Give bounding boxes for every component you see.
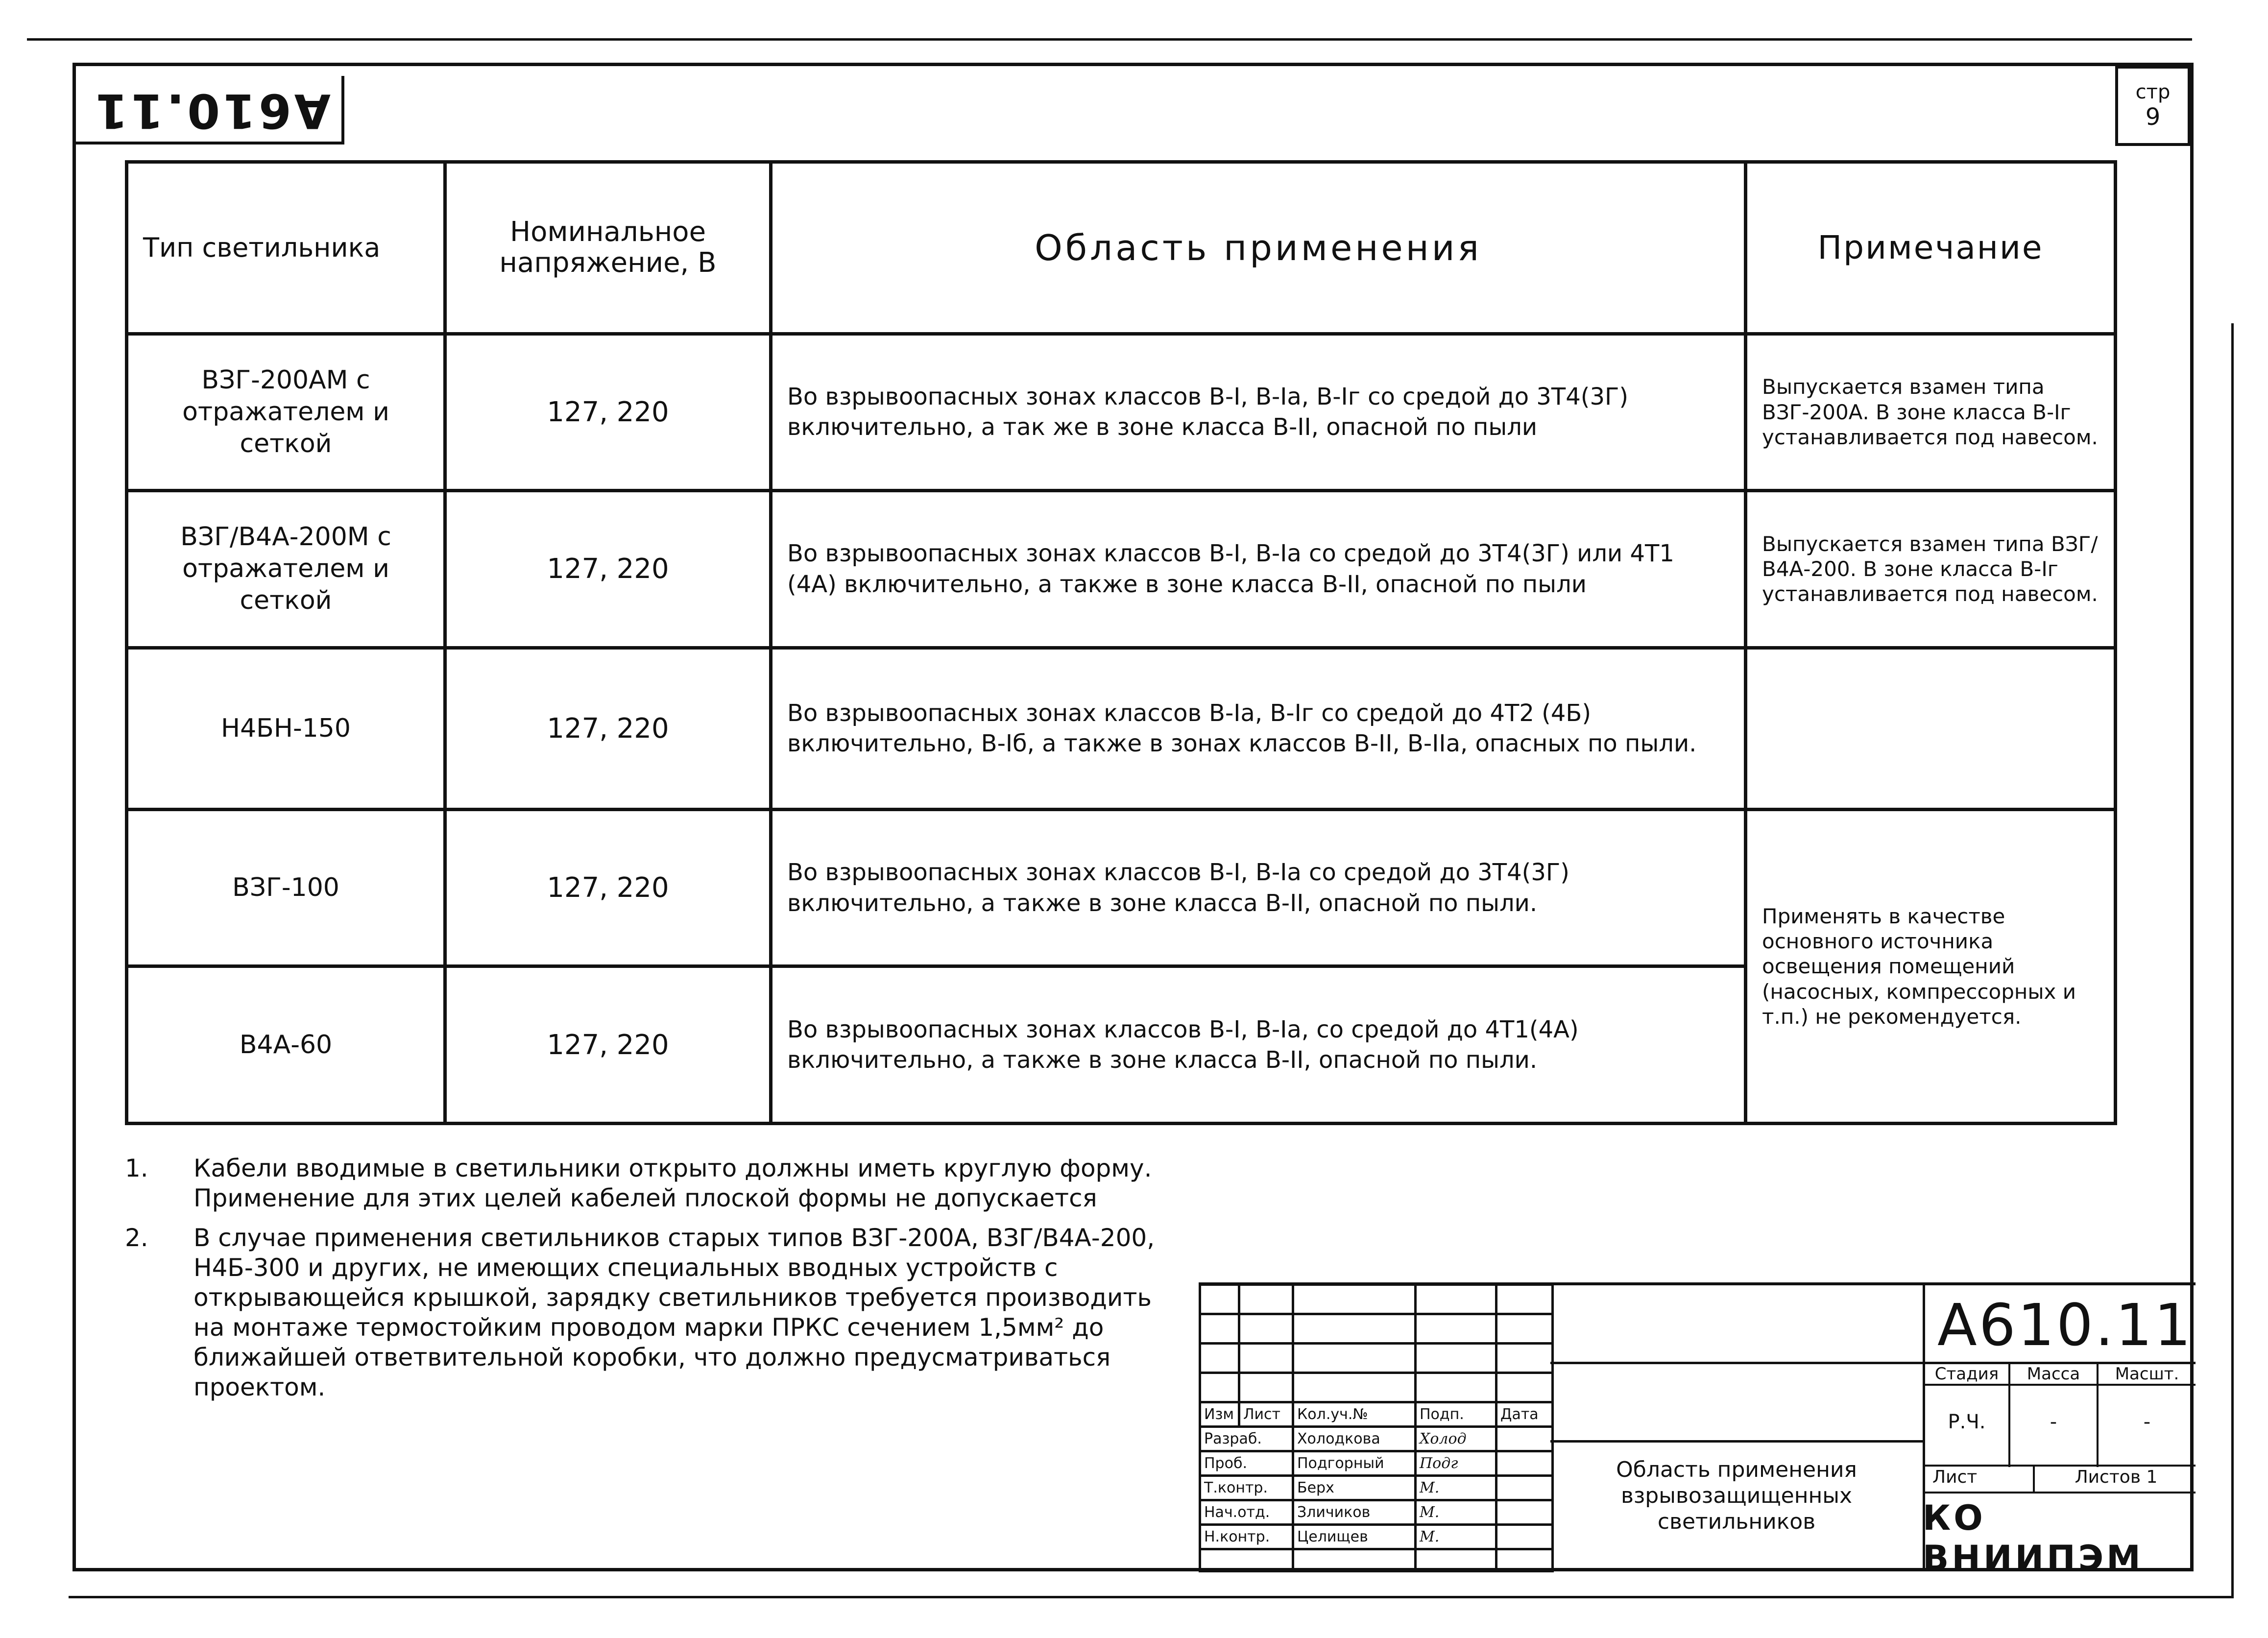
- top-cut-line: [27, 38, 2192, 41]
- cell-note: [1746, 648, 2116, 810]
- note-number: 2.: [125, 1224, 148, 1252]
- tb-sheet-label: Лист: [1932, 1467, 1978, 1487]
- tb-mass-value: -: [2050, 1411, 2057, 1433]
- note-item: [125, 1154, 1183, 1213]
- rotated-doc-code: А610.: [163, 83, 331, 138]
- cell-voltage: 127, 220: [445, 648, 771, 810]
- title-block-grid: [1199, 1283, 1554, 1572]
- rotated-sheet-number: 11: [92, 83, 164, 138]
- cell-type: Н4БН-150: [127, 648, 445, 810]
- tb-role: Разраб.: [1200, 1427, 1293, 1451]
- tb-person-row: [1200, 1525, 1553, 1549]
- tb-sheets-label: Листов 1: [2075, 1467, 2158, 1487]
- tb-person-row: [1200, 1451, 1553, 1476]
- table-row: [127, 648, 2116, 810]
- table-row: [127, 334, 2116, 490]
- tb-stage-row-bottom: [1923, 1384, 2196, 1386]
- cell-voltage: 127, 220: [445, 810, 771, 966]
- page-label: стр: [2135, 81, 2171, 103]
- cell-type: В4А-60: [127, 966, 445, 1124]
- header-type: Тип светильника: [127, 162, 445, 334]
- tb-person-row: [1200, 1427, 1553, 1451]
- cell-area: Во взрывоопасных зонах классов В-Iа, В-Iг со средой до 4Т2 (4Б) включительно, В-Iб, а также в зонах классов В-II, В-IIа, опасных по пыли.: [771, 648, 1746, 810]
- header-area: Область применения: [771, 162, 1746, 334]
- tb-right-hline-2: [1550, 1440, 1923, 1443]
- tb-header-data: Дата: [1496, 1402, 1553, 1427]
- note-text: В случае применения светильников старых типов ВЗГ-200А, ВЗГ/В4А-200, Н4Б-300 и других, не имеющих специальных вводных устройств с открывающейся крышкой, зарядку светильников требуется производить на монтаже термостойким проводом марки ПРКС сечением 1,5мм² до ближайшей ответвительной коробки, что должно предусматриваться проектом.: [193, 1224, 1155, 1401]
- cell-note-merged: Применять в качестве основного источника освещения помещений (насосных, компрессорных и т.п.) не рекомендуется.: [1746, 810, 2116, 1124]
- table-header-row: [127, 162, 2116, 334]
- rotated-stamp: [76, 76, 344, 145]
- cell-area: Во взрывоопасных зонах классов В-I, В-Iа со средой до 3Т4(3Г) или 4Т1 (4А) включительно, а также в зоне класса В-II, опасной по пыли: [771, 491, 1746, 648]
- tb-stage-value: Р.Ч.: [1948, 1411, 1986, 1433]
- tb-sheet-number: 11: [2115, 1291, 2193, 1359]
- note-item: [125, 1223, 1183, 1402]
- tb-header-podp: Подп.: [1416, 1402, 1496, 1427]
- tb-stage-values-bottom: [1923, 1465, 2196, 1467]
- cell-voltage: 127, 220: [445, 966, 771, 1124]
- tb-signature: Подг: [1416, 1451, 1496, 1476]
- rotated-stamp-text: [92, 79, 331, 143]
- cell-type: ВЗГ/В4А-200М с отражателем и сеткой: [127, 491, 445, 648]
- tb-signature: Холод: [1416, 1427, 1496, 1451]
- header-note: Примечание: [1746, 162, 2116, 334]
- tb-doc-title: Область применения взрывозащищенных светильников: [1616, 1457, 1857, 1534]
- tb-col-sheet: [2033, 1465, 2035, 1493]
- right-cut-line: [2231, 323, 2234, 1597]
- cell-type: ВЗГ-100: [127, 810, 445, 966]
- tb-header-izm: Изм: [1200, 1402, 1239, 1427]
- cell-voltage: 127, 220: [445, 491, 771, 648]
- bottom-cut-line: [69, 1596, 2234, 1598]
- cell-type: ВЗГ-200АМ с отражателем и сеткой: [127, 334, 445, 490]
- table-row: [127, 491, 2116, 648]
- tb-signature: М.: [1416, 1476, 1496, 1500]
- tb-organization: КО ВНИИПЭМ: [1923, 1498, 2144, 1578]
- tb-doc-code-text: А610.: [1937, 1291, 2116, 1359]
- table-row: [127, 810, 2116, 966]
- tb-signature: М.: [1416, 1525, 1496, 1549]
- page-number-box: [2115, 66, 2191, 146]
- tb-mass-label: Масса: [2027, 1364, 2080, 1384]
- tb-name: Подгорный: [1293, 1451, 1416, 1476]
- cell-note: Выпускается взамен типа ВЗГ-200А. В зоне класса В-Iг устанавливается под навесом.: [1746, 334, 2116, 490]
- tb-doc-code: [1923, 1288, 2197, 1362]
- tb-role: Т.контр.: [1200, 1476, 1293, 1500]
- tb-scale-value: -: [2143, 1411, 2151, 1433]
- cell-note: Выпускается взамен типа ВЗГ/В4А-200. В зоне класса В-Iг устанавливается под навесом.: [1746, 491, 2116, 648]
- tb-role: Нач.отд.: [1200, 1500, 1293, 1525]
- tb-name: Берх: [1293, 1476, 1416, 1500]
- tb-person-row: [1200, 1476, 1553, 1500]
- tb-header-koluch: Кол.уч.№: [1293, 1402, 1416, 1427]
- page-value: 9: [2145, 103, 2161, 131]
- tb-name: Холодкова: [1293, 1427, 1416, 1451]
- cell-area: Во взрывоопасных зонах классов В-I, В-Iа, со средой до 4Т1(4А) включительно, а также в зоне класса В-II, опасной по пыли.: [771, 966, 1746, 1124]
- luminaire-table: [125, 160, 2117, 1125]
- tb-scale-label: Масшт.: [2115, 1364, 2179, 1384]
- notes-section: [125, 1154, 1183, 1412]
- tb-person-row: [1200, 1500, 1553, 1525]
- tb-top-border: [1199, 1282, 2196, 1285]
- tb-sheet-row-bottom: [1923, 1492, 2196, 1493]
- tb-signature: М.: [1416, 1500, 1496, 1525]
- title-block-header-row: [1200, 1402, 1553, 1427]
- tb-header-list: Лист: [1239, 1402, 1293, 1427]
- tb-stage-label: Стадия: [1934, 1364, 1999, 1384]
- tb-name: Зличиков: [1293, 1500, 1416, 1525]
- cell-voltage: 127, 220: [445, 334, 771, 490]
- note-number: 1.: [125, 1154, 148, 1182]
- tb-name: Целищев: [1293, 1525, 1416, 1549]
- header-voltage: Номинальное напряжение, В: [445, 162, 771, 334]
- cell-area: Во взрывоопасных зонах классов В-I, В-Iа со средой до 3Т4(3Г) включительно, а также в зоне класса В-II, опасной по пыли.: [771, 810, 1746, 966]
- tb-role: Н.контр.: [1200, 1525, 1293, 1549]
- cell-area: Во взрывоопасных зонах классов В-I, В-Iа, В-Iг со средой до 3Т4(3Г) включительно, а так же в зоне класса В-II, опасной по пыли: [771, 334, 1746, 490]
- tb-role: Проб.: [1200, 1451, 1293, 1476]
- note-text: Кабели вводимые в светильники открыто должны иметь круглую форму. Применение для этих целей кабелей плоской формы не допускается: [193, 1154, 1152, 1212]
